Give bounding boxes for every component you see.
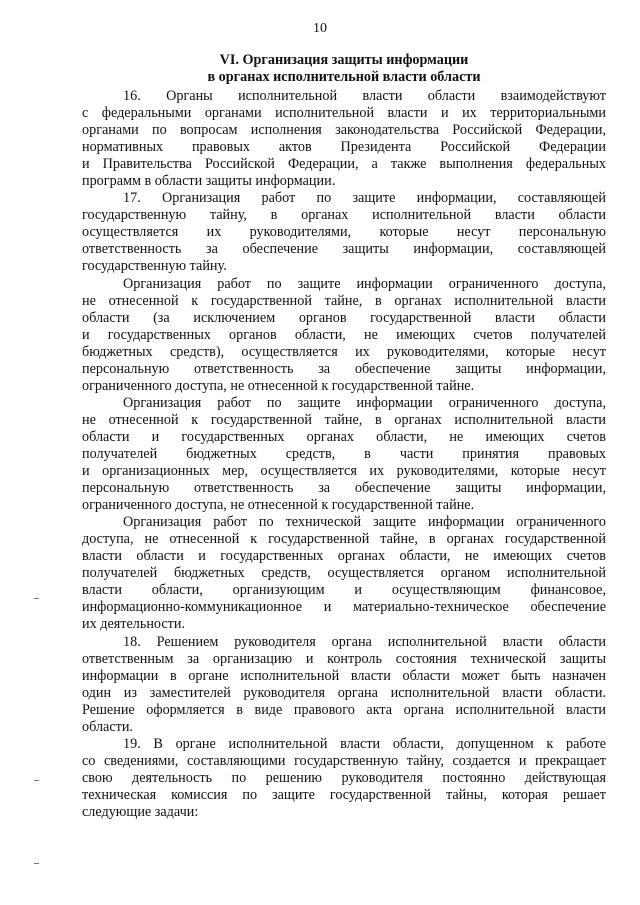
paragraph-line: 17. Организация работ по защите информации, составляющей (123, 190, 606, 207)
paragraph-line: области. (82, 718, 133, 735)
paragraph (82, 190, 606, 275)
paragraph-line: осуществляется их руководителями, которые несут персональную (82, 224, 606, 241)
paragraph-line: ограниченного доступа, не отнесенной к государственной тайне. (82, 377, 475, 394)
paragraph-line: бюджетных средств), осуществляется их руководителями, которые несут (82, 343, 606, 360)
paragraph-line: получателей бюджетных средств, в части принятия правовых (82, 445, 606, 462)
paragraph-line: и организационных мер, осуществляется их руководителями, которые несут (82, 463, 606, 480)
section-heading-line-1: VI. Организация защиты информации (219, 52, 469, 68)
margin-mark (34, 863, 39, 864)
paragraph-line: 16. Органы исполнительной власти области взаимодействуют (123, 88, 606, 104)
paragraph-line: власти области, организующим и осуществляющим финансовое, (82, 582, 606, 599)
paragraph-line: не отнесенной к государственной тайне, в органах исполнительной власти (82, 411, 606, 428)
paragraph-line: Решение оформляется в виде правового акта органа исполнительной власти (82, 701, 606, 718)
paragraph-line: Организация работ по защите информации ограниченного доступа, (123, 394, 606, 411)
paragraph-line: органами по вопросам исполнения законодательства Российской Федерации, (82, 122, 606, 139)
paragraph (82, 514, 606, 633)
margin-mark (34, 780, 39, 781)
paragraph-line: ответственным за организацию и контроль состояния технической защиты (82, 650, 606, 667)
paragraph (82, 276, 606, 395)
paragraph-line: ответственность за обеспечение защиты информации, составляющей (82, 241, 606, 258)
paragraph-line: области (за исключением органов государственной власти области (82, 309, 606, 326)
paragraph-line: Организация работ по технической защите информации ограниченного (123, 514, 606, 531)
paragraph-line: свою деятельность по решению руководителя постоянно действующая (82, 769, 606, 786)
paragraph-line: информационно-коммуникационное и материально-техническое обеспечение (82, 599, 606, 616)
paragraph-line: нормативных правовых актов Президента Российской Федерации (82, 139, 606, 156)
paragraph-line: и государственных органов области, не имеющих счетов получателей (82, 326, 606, 343)
paragraph (82, 634, 606, 736)
page-number: 10 (313, 21, 327, 36)
paragraph-line: государственную тайну, в органах исполнительной власти области (82, 207, 606, 224)
paragraph-line: техническая комиссия по защите государственной тайны, которая решает (82, 786, 606, 803)
paragraph-line: 19. В органе исполнительной власти области, допущенном к работе (123, 735, 606, 752)
paragraph (82, 736, 606, 821)
paragraph-line: их деятельности. (82, 616, 185, 633)
paragraph-line: и Правительства Российской Федерации, а также выполнения федеральных (82, 156, 606, 173)
document-body (82, 88, 606, 821)
margin-mark (34, 598, 39, 599)
paragraph-line: следующие задачи: (82, 803, 199, 820)
paragraph-line: программ в области защиты информации. (82, 173, 336, 190)
paragraph-line: доступа, не отнесенной к государственной тайне, в органах государственной (82, 531, 606, 548)
paragraph-line: получателей бюджетных средств, осуществляется органом исполнительной (82, 565, 606, 582)
paragraph (82, 88, 606, 190)
paragraph-line: персональную ответственность за обеспечение защиты информации, (82, 480, 606, 497)
paragraph-line: 18. Решением руководителя органа исполнительной власти области (123, 633, 606, 650)
paragraph-line: области и государственных органах области, не имеющих счетов (82, 428, 606, 445)
section-heading (82, 52, 606, 86)
paragraph-line: Организация работ по защите информации ограниченного доступа, (123, 275, 606, 292)
section-heading-line-2: в органах исполнительной власти области (207, 69, 481, 85)
paragraph-line: один из заместителей руководителя органа исполнительной власти области. (82, 684, 606, 701)
paragraph-line: информации в органе исполнительной власти области может быть назначен (82, 667, 606, 684)
paragraph-line: не отнесенной к государственной тайне, в органах исполнительной власти (82, 292, 606, 309)
paragraph-line: с федеральными органами исполнительной власти и их территориальными (82, 105, 606, 122)
paragraph-line: персональную ответственность за обеспечение защиты информации, (82, 360, 606, 377)
paragraph (82, 395, 606, 514)
paragraph-line: власти области и государственных органах области, не имеющих счетов (82, 548, 606, 565)
paragraph-line: ограниченного доступа, не отнесенной к государственной тайне. (82, 497, 475, 514)
paragraph-line: со сведениями, составляющими государственную тайну, создается и прекращает (82, 752, 606, 769)
paragraph-line: государственную тайну. (82, 258, 227, 275)
